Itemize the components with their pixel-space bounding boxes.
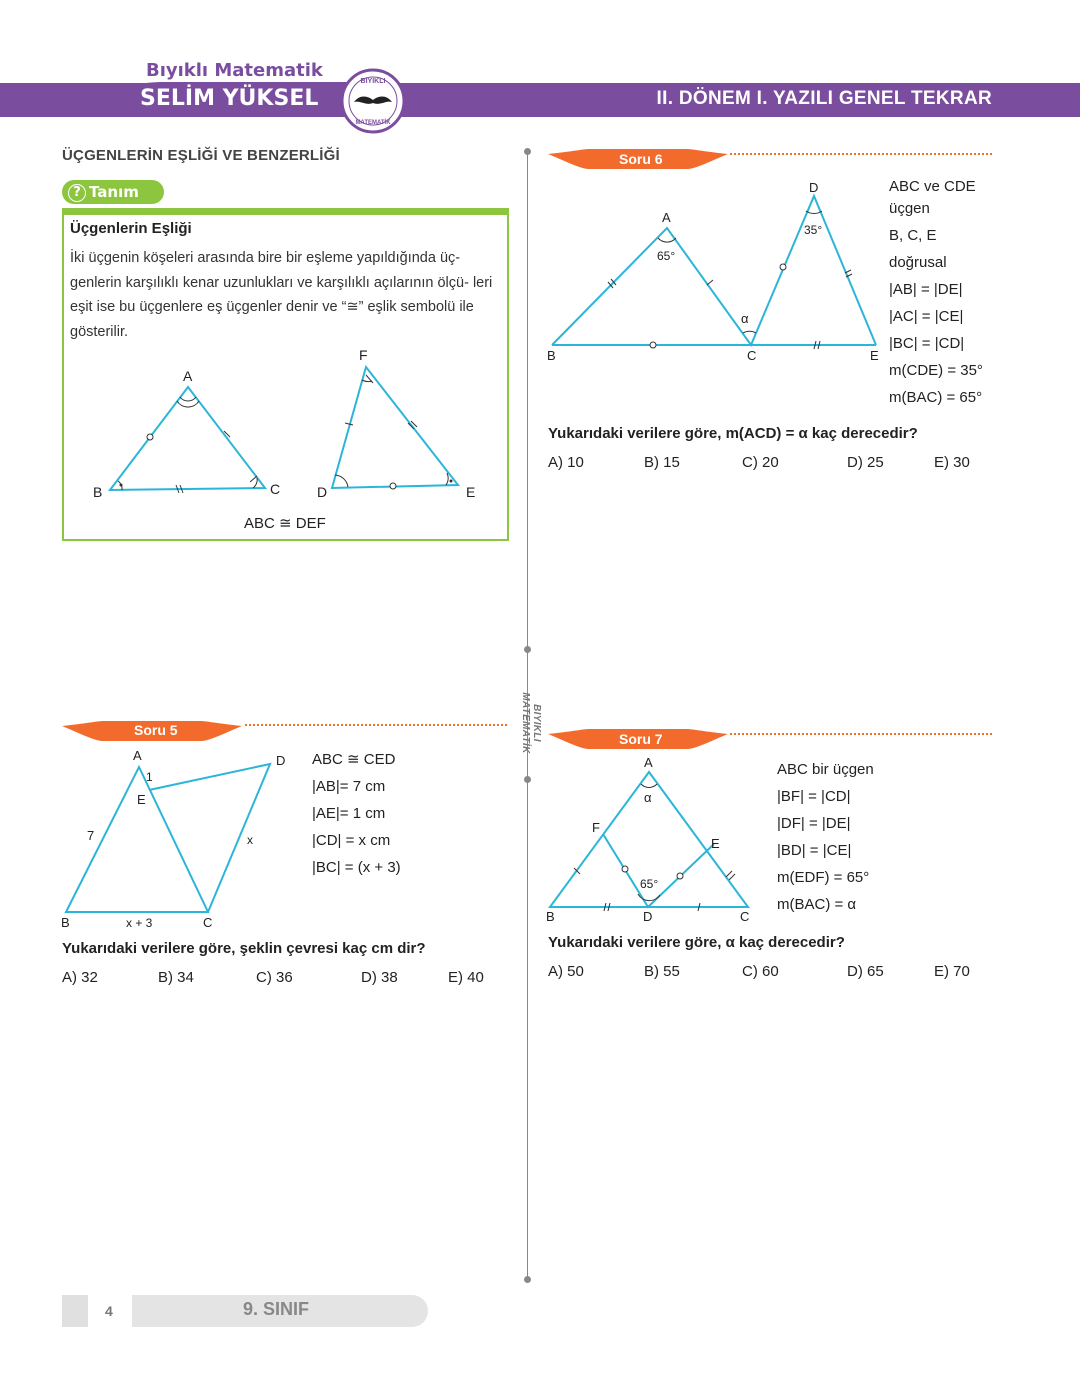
section-title: ÜÇGENLERİN EŞLİĞİ VE BENZERLİĞİ [62,147,340,164]
s6-label-c: C [747,348,757,363]
soru6-dotline [730,153,992,155]
soru5-option-d[interactable]: D) 38 [361,969,398,986]
s6-angle-d: 35° [804,223,823,237]
s6-alpha: α [741,311,749,326]
divider-dot-top [524,148,531,155]
s5-label-a: A [133,748,142,763]
congruent-triangles-figure [80,345,500,510]
s6-angle-a: 65° [657,249,676,263]
soru6-info [889,176,983,411]
s5-length-x: x [247,833,253,847]
tanim-label: Tanım [89,183,139,201]
soru5-dotline [245,724,507,726]
soru5-option-e[interactable]: E) 40 [448,969,484,986]
definition-heading: Üçgenlerin Eşliği [70,220,192,237]
soru5-info-line: |AB|= 7 cm [312,778,386,795]
soru5-info [312,746,401,881]
def-label-e: E [466,484,476,500]
soru5-figure [56,745,296,935]
def-label-b: B [93,484,103,500]
congruence-caption: ABC ≅ DEF [244,515,326,532]
header-title: II. DÖNEM I. YAZILI GENEL TEKRAR [656,88,992,109]
soru6-option-c[interactable]: C) 20 [742,454,779,471]
def-label-f: F [359,347,368,363]
soru6-option-b[interactable]: B) 15 [644,454,680,471]
brand-top-text: Bıyıklı Matematik [146,60,323,81]
soru6-option-e[interactable]: E) 30 [934,454,970,471]
question-mark-icon: ? [68,184,86,202]
soru7-option-b[interactable]: B) 55 [644,963,680,980]
soru7-option-e[interactable]: E) 70 [934,963,970,980]
brand-name-text: SELİM YÜKSEL [140,86,319,111]
s7-label-e: E [711,836,720,851]
soru5-question: Yukarıdaki verilere göre, şeklin çevresi kaç cm dir? [62,940,426,957]
soru6-option-d[interactable]: D) 25 [847,454,884,471]
s6-label-d: D [809,180,819,195]
divider-dot-bottom [524,1276,531,1283]
soru6-figure [540,178,885,368]
s5-length-xp3: x + 3 [126,916,153,930]
soru5-info-line: |AE|= 1 cm [312,805,386,822]
soru5-option-c[interactable]: C) 36 [256,969,293,986]
s7-label-f: F [592,820,600,835]
s5-label-d: D [276,753,286,768]
soru7-info-line: ABC bir üçgen [777,761,874,778]
soru7-info-line: m(EDF) = 65° [777,869,870,886]
side-brand-text: BIYIKLI MATEMATİK [520,692,542,754]
soru6-info-line: |AB| = |DE| [889,281,963,298]
divider-dot-mid [524,646,531,653]
s6-label-b: B [547,348,556,363]
mustache-badge-logo [340,68,406,134]
tanim-pill [62,180,164,204]
soru7-label: Soru 7 [619,731,663,747]
soru5-label: Soru 5 [134,722,178,738]
def-label-d: D [317,484,328,500]
s5-label-c: C [203,915,213,930]
soru5-info-line: |CD| = x cm [312,832,391,849]
s5-length-7: 7 [87,828,95,843]
soru7-question: Yukarıdaki verilere göre, α kaç derecedir? [548,934,845,951]
soru6-info-line: m(BAC) = 65° [889,389,983,406]
badge-top-text: BIYIKLI [360,78,386,85]
soru6-info-line: ABC ve CDE [889,178,976,195]
soru7-info [777,756,874,918]
def-label-a: A [183,368,193,384]
soru7-dotline [730,733,992,735]
footer-class-label: 9. SINIF [243,1299,310,1319]
soru7-option-a[interactable]: A) 50 [548,963,584,980]
s5-length-1: 1 [146,770,153,784]
s6-label-a: A [662,210,671,225]
soru5-info-line: |BC| = (x + 3) [312,859,401,876]
divider-dot-mid2 [524,776,531,783]
soru6-label: Soru 6 [619,151,663,167]
soru6-option-a[interactable]: A) 10 [548,454,584,471]
soru6-info-line: doğrusal [889,254,947,271]
soru7-figure [540,752,765,932]
soru6-info-line: B, C, E [889,227,937,244]
soru5-option-b[interactable]: B) 34 [158,969,194,986]
soru6-info-line: üçgen [889,200,930,217]
definition-text: İki üçgenin köşeleri arasında bire bir eşleme yapıldığında üç- genlerin karşılıklı kenar uzunlukları ve karşılıklı açılarının ölçü- leri eşit ise bu üçgenlere eş üçgenler denir ve “≅” eşlik sembolü ile gösterilir. [70,250,493,340]
s7-alpha: α [644,790,652,805]
soru5-info-line: ABC ≅ CED [312,751,396,768]
s7-label-b: B [546,909,555,924]
soru5-option-a[interactable]: A) 32 [62,969,98,986]
s5-label-e: E [137,792,146,807]
soru6-info-line: |BC| = |CD| [889,335,965,352]
footer-page-box [62,1295,88,1327]
s7-label-a: A [644,755,653,770]
soru7-info-line: |BD| = |CE| [777,842,852,859]
s6-label-e: E [870,348,879,363]
soru6-info-line: |AC| = |CE| [889,308,964,325]
soru7-info-line: m(BAC) = α [777,896,857,913]
soru6-info-line: m(CDE) = 35° [889,362,983,379]
soru7-option-d[interactable]: D) 65 [847,963,884,980]
soru7-option-c[interactable]: C) 60 [742,963,779,980]
page-number: 4 [105,1303,113,1319]
s7-label-c: C [740,909,750,924]
def-label-c: C [270,481,281,497]
s7-label-d: D [643,909,653,924]
soru7-info-line: |DF| = |DE| [777,815,851,832]
s7-angle-d: 65° [640,877,659,891]
badge-bottom-text: MATEMATİK [355,120,391,126]
soru6-question: Yukarıdaki verilere göre, m(ACD) = α kaç derecedir? [548,425,918,442]
s5-label-b: B [61,915,70,930]
soru7-info-line: |BF| = |CD| [777,788,851,805]
